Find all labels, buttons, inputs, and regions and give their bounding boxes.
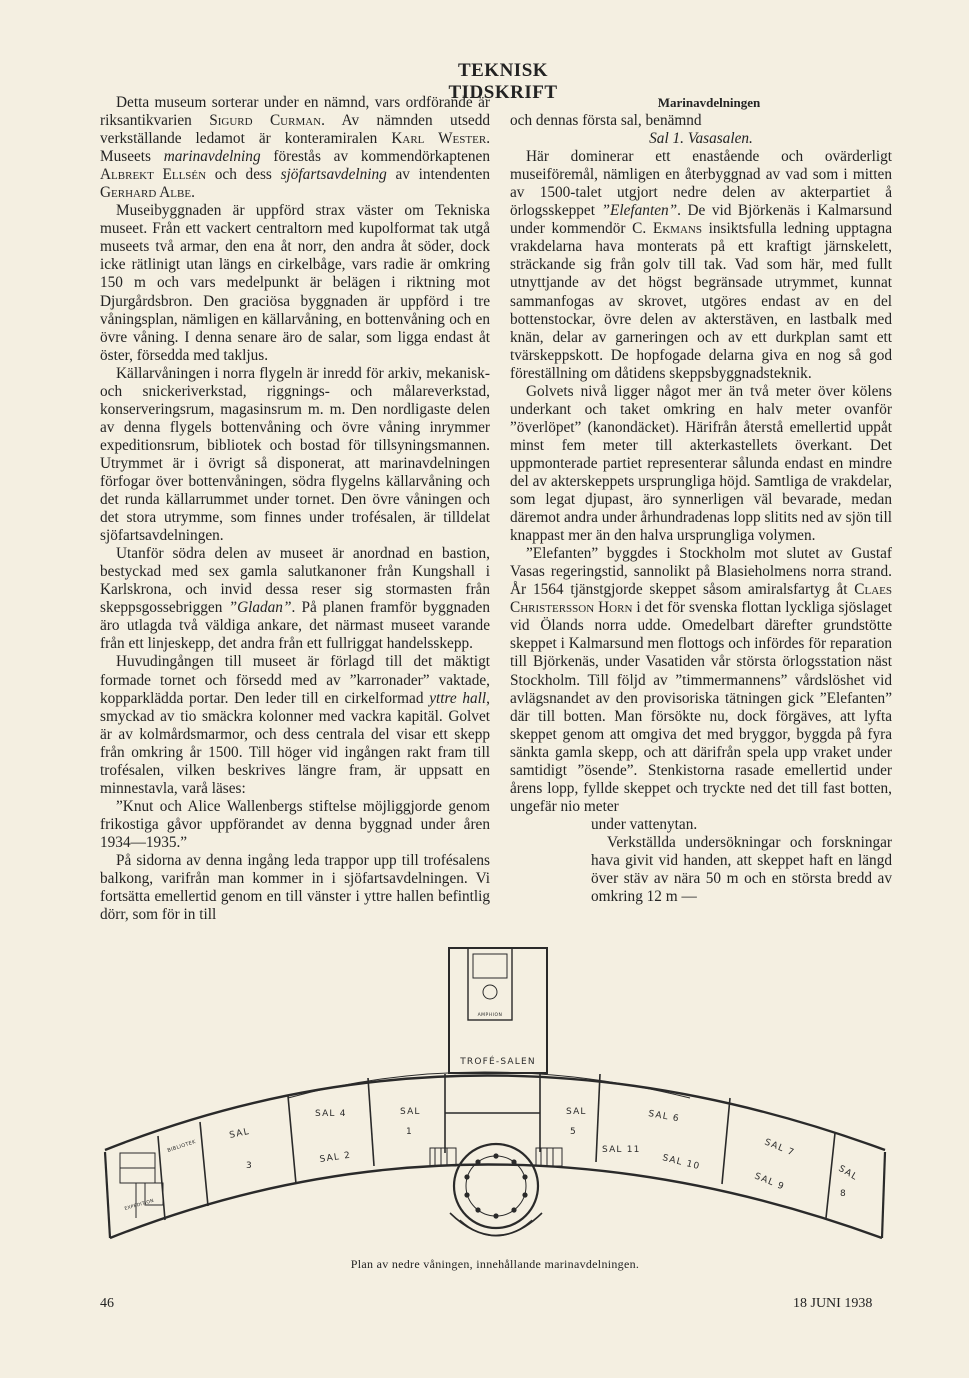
label-sal-8-number: 8 bbox=[840, 1189, 847, 1199]
text-run: förestås av kommendörkaptenen bbox=[260, 148, 490, 166]
trofe-salen-room bbox=[449, 948, 547, 1073]
text-run: under vattenytan. bbox=[591, 815, 698, 833]
label-sal-3: SAL bbox=[228, 1126, 251, 1141]
text-run: Sigurd Curman bbox=[209, 112, 322, 130]
text-run: ”Elefanten” byggdes i Stockholm mot slutet av Gustaf Vasas regeringstid, sannolikt på Blasieholmens norra strand. År 1564 tjänstgjorde skeppet såsom amiralsfartyg åt bbox=[510, 545, 892, 599]
section-heading: Marinavdelningen bbox=[657, 95, 761, 110]
text-run: Här dominerar ett enastående och ovärderligt museiföremål, nämligen en återbyggnad av vad som i mitten av 1500-talet utgjort nedre delen av akterpartiet å örlogsskeppet bbox=[510, 148, 892, 220]
paragraph bbox=[100, 798, 490, 852]
text-run: Källarvåningen i norra flygeln är inredd för arkiv, mekanisk- och snickeriverkstad, riggnings- och målareverkstad, konserveringsrum, magasinsrum m. m. Den nordligaste delen av denna flygels bottenvåning och övre våning inrymmer expeditionsrum, bibliotek och bostad för tillsyningsmannen. Utrymmet är i övrigt så disponerat, att marinavdelningen förfogar över bottenvåningen, södra flygelns källarvåning och det runda källarrummet under tornet. Den övre våningen och det stora utrymme, som finnes under trofésalen, är tilldelat sjöfartsavdelningen. bbox=[100, 364, 490, 545]
text-run: Huvudingången till museet är förlagd till det mäktigt formade tornet och försedd med av ”karronader” vaktade, kopparklädda portar. Den leder till en cirkelformad bbox=[100, 653, 490, 707]
text-run: i det för svenska flottan lyckliga sjöslaget vid Ölands norra udde. Omedelbart därefter grundstötte skeppet i Kalmarsund men flottogs och infördes för reparation till Björkenäs, under Vasatiden vår största örlogsstation näst Stockholm. Till följd av ”timmermannens” vårdslöshet vid avlägsnandet av den provisoriska tätningen gick ”Elefanten” där till botten. Man försökte nu, dock förgäves, att lyfta skeppet genom att omgiva det med bryggor, byggda på fyra sänkta gamla skepp, och att därifrån spela upp vraket under samtidigt ”ösende”. Stenkistorna rasade emellertid under årens lopp, fyllde skeppet och tryckte ned det till fast botten, ungefär nio meter bbox=[510, 599, 892, 815]
partition-walls bbox=[158, 1074, 835, 1220]
paragraph bbox=[510, 545, 892, 816]
text-run: Museibyggnaden är uppförd strax väster om Tekniska museet. Från ett vackert centraltorn med kupolformat tak utgå museets två armar, den ena åt norr, den andra åt söder, dock icke rätlinigt utan längs en cirkelbåge, vars radie är omkring 150 m och vars medelpunkt är belägen i riktning mot Djurgårdsbron. Den graciösa byggnaden är uppförd i tre våningsplan, nämligen en källarvåning, en bottenvåning och en övre våning. I denna senare äro de salar, som ligga endast åt öster, försedda med takljus. bbox=[100, 202, 490, 364]
issue-date: 18 JUNI 1938 bbox=[793, 1296, 873, 1311]
left-column bbox=[100, 94, 490, 924]
text-run: På sidorna av denna ingång leda trappor upp till trofésalens balkong, varifrån man kommer in i sjöfartsavdelningen. Vi fortsätta emellertid genom en till vänster i yttre hallen befintlig dörr, som för in till bbox=[100, 851, 490, 924]
paragraph bbox=[100, 94, 490, 202]
section-intro: och dennas första sal, benämnd bbox=[510, 112, 702, 130]
paragraph bbox=[100, 852, 490, 924]
subheading: Sal 1. Vasasalen. bbox=[649, 130, 753, 148]
label-sal-2: SAL 2 bbox=[319, 1150, 352, 1165]
text-run: . Museets bbox=[100, 130, 491, 166]
wing-north-end bbox=[105, 1152, 110, 1238]
label-expedition: EXPEDITION bbox=[124, 1198, 155, 1212]
rotunda-columns bbox=[464, 1153, 527, 1218]
label-sal-11: SAL 11 bbox=[602, 1145, 641, 1155]
text-run: ”Gladan” bbox=[228, 599, 292, 617]
text-run: Ekmans bbox=[652, 220, 702, 238]
text-run: . På planen framför byggnaden äro utlagda två väldiga ankare, det närmast museet varande från ett linjeskepp, det andra från ett fullriggat handelsskepp. bbox=[100, 599, 490, 653]
label-sal-1-number: 1 bbox=[406, 1127, 413, 1137]
text-run: Gerhard Albe bbox=[100, 184, 192, 202]
text-run: yttre hall bbox=[429, 689, 487, 707]
amphion-detail bbox=[473, 954, 507, 978]
paragraph bbox=[100, 365, 490, 545]
label-sal-8: SAL bbox=[836, 1163, 860, 1183]
label-sal-9: SAL 9 bbox=[752, 1171, 786, 1193]
right-column bbox=[510, 94, 892, 906]
text-run: och dess bbox=[206, 166, 281, 184]
label-trofe-salen: TROFÉ-SALEN bbox=[460, 1057, 536, 1067]
paragraph bbox=[591, 816, 892, 834]
text-run: sjöfartsavdelning bbox=[280, 166, 387, 184]
label-sal-5-number: 5 bbox=[570, 1127, 577, 1137]
label-sal-10: SAL 10 bbox=[661, 1153, 702, 1173]
text-run: ”Elefanten” bbox=[601, 202, 678, 220]
label-sal-1: SAL bbox=[400, 1107, 421, 1117]
journal-title: TEKNISK TIDSKRIFT bbox=[448, 60, 558, 103]
text-run: Golvets nivå ligger något mer än två meter över kölens underkant och taket omkring en halv meter ovanför ”överlöpet” (kanondäcket). Härifrån återstå emellertid uppåt minst fem meter till akterkastellets överkant. Det uppmonterade partiet representerar sålunda endast en mindre del av akterskeppets ursprungliga höjd. Samtliga de vrakdelar, som legat djupast, äro synnerligen väl bevarade, medan däremot andra under århundradenas lopp slitits ned av sjön till knappast mer än den halva ursprungliga volymen. bbox=[510, 382, 892, 545]
text-run: Claes Christersson Horn bbox=[510, 581, 892, 617]
text-run: ”Knut och Alice Wallenbergs stiftelse möjliggjorde genom frikostiga gåvor uppförandet av denna byggnad under åren 1934—1935.” bbox=[100, 797, 490, 851]
text-run: Karl Wester bbox=[391, 130, 487, 148]
text-run: . bbox=[191, 184, 195, 202]
label-sal-5: SAL bbox=[566, 1107, 587, 1117]
amphion-room bbox=[468, 948, 512, 1020]
floor-plan bbox=[100, 938, 890, 1253]
label-bibliotek: BIBLIOTEK bbox=[166, 1139, 197, 1154]
text-run: insiktsfulla ledning upptagna vrakdelarna hava monterats på ett kraftigt järnskelett, sträckande sig från golv till tak. Vad som här, med fullt utnyttjande av det högst begränsade utrymmet, kunnat sammanfogas av skrovet, utgöres endast av en del bottenstockar, övre delen av akterstäven, en lastbalk med knän, delar av garneringen och av ett durkplan samt ett tvärskeppskott. De hopfogade delarna giva en nog så god föreställning om dåtidens skeppsbyggnadsteknik. bbox=[510, 220, 892, 382]
paragraph bbox=[100, 545, 490, 653]
label-sal-7: SAL 7 bbox=[762, 1137, 796, 1159]
text-run: . De vid Björkenäs i Kalmarsund under kommendör C. bbox=[510, 202, 892, 238]
wing-south-end bbox=[882, 1152, 885, 1238]
paragraph bbox=[100, 653, 490, 797]
text-run: Verkställda undersökningar och forskningar hava givit vid handen, att skeppet haft en längd över stäv av nära 50 m och en största bredd av omkring 12 m — bbox=[591, 833, 892, 906]
right-column-body bbox=[510, 148, 892, 816]
amphion-circle bbox=[483, 985, 497, 999]
text-run: Utanför södra delen av museet är anordnad en bastion, bestyckad med sex gamla salutkanoner från Kungshall i Karlskrona, och invid dessa reser sig stormasten från skeppsgossebriggen bbox=[100, 545, 490, 617]
label-amphion: AMPHION bbox=[477, 1013, 503, 1018]
paragraph bbox=[510, 383, 892, 545]
text-run: Albrekt Ellsén bbox=[100, 166, 207, 184]
figure-caption: Plan av nedre våningen, innehållande marinavdelningen. bbox=[350, 1257, 640, 1271]
paragraph bbox=[591, 834, 892, 906]
label-sal-4: SAL 4 bbox=[315, 1109, 347, 1119]
text-run: , smyckad av tio smäckra kolonner med vackra kapitäl. Golvet är av kolmårdsmarmor, och dess centrala del visar ett skepp från omkring år 1500. Till höger vid ingången rakt fram till trofésalen, vilken beskrives längre fram, är uppsatt en minnestavla, varå läses: bbox=[100, 689, 490, 797]
label-sal-6: SAL 6 bbox=[647, 1109, 681, 1125]
text-run: . Av nämnden utsedd verkställande ledamot är konteramiralen bbox=[100, 112, 490, 148]
text-run: Detta museum sorterar under en nämnd, vars ordförande är riksantikvarien bbox=[100, 94, 490, 130]
text-run: marinavdelning bbox=[163, 148, 261, 166]
text-run: av intendenten bbox=[386, 166, 490, 184]
paragraph bbox=[510, 148, 892, 383]
page-number: 46 bbox=[100, 1296, 114, 1311]
right-column-wrap bbox=[591, 816, 892, 906]
label-sal-3-number: 3 bbox=[246, 1161, 253, 1171]
paragraph bbox=[100, 202, 490, 364]
